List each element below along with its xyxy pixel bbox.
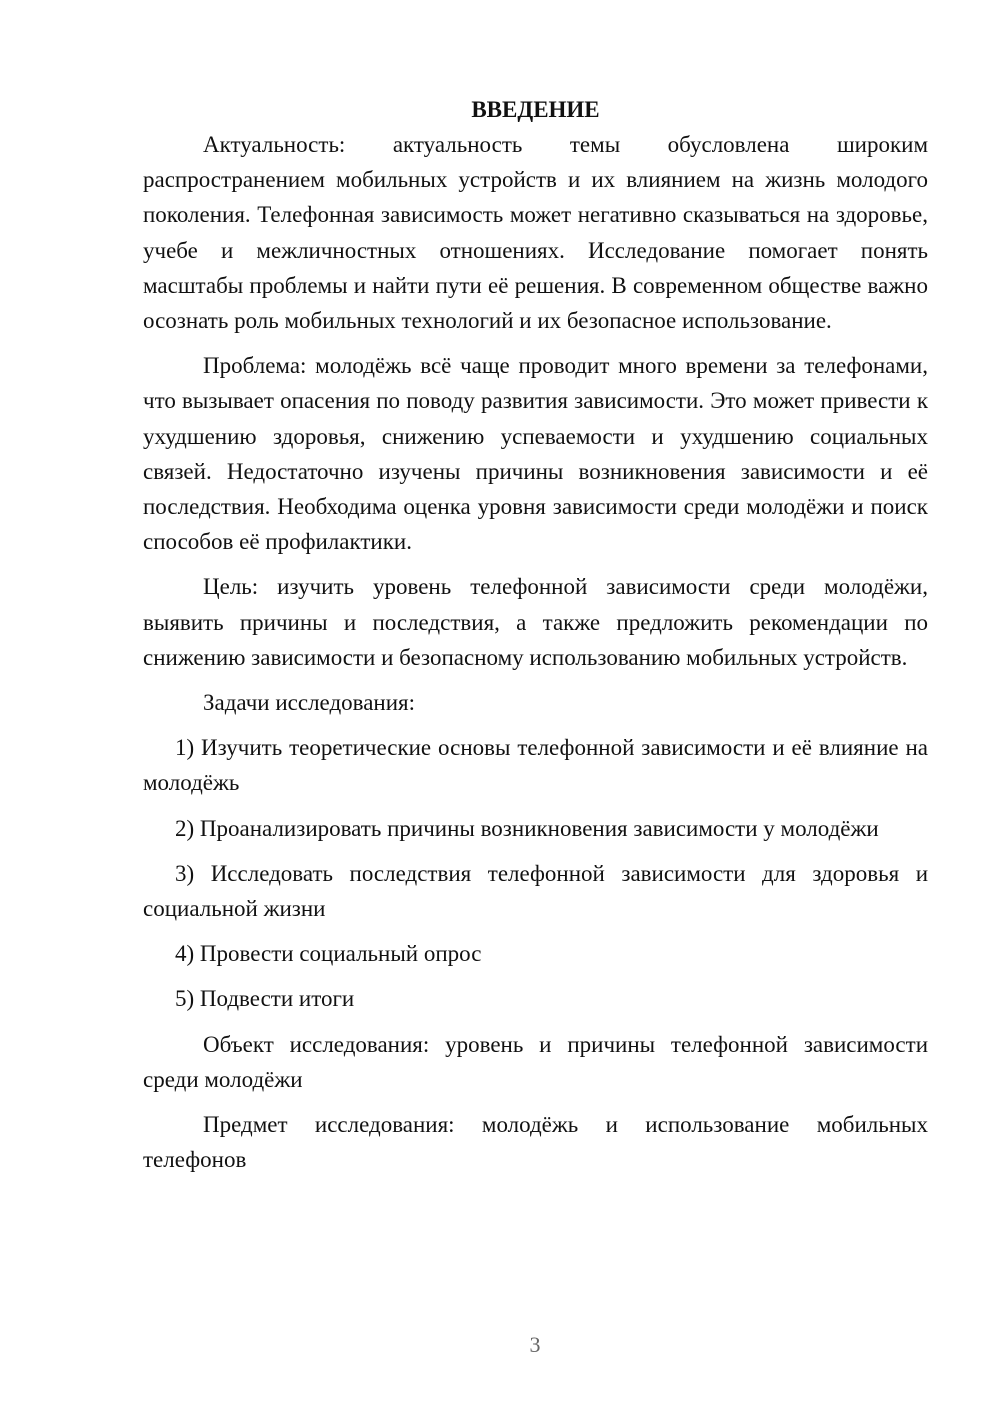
task-item: 2) Проанализировать причины возникновения зависимости у молодёжи bbox=[175, 815, 879, 841]
problem-paragraph: Проблема: молодёжь всё чаще проводит много времени за телефонами, что вызывает опасения по поводу развития зависимости. Это может привести к ухудшению здоровья, снижению успеваемости и ухудшению социальных связей. Недостаточно изучены причины возникновения зависимости и её последствия. Необходима оценка уровня зависимости среди молодёжи и поиск способов её профилактики. bbox=[143, 353, 928, 555]
tasks-heading: Задачи исследования: bbox=[203, 690, 416, 716]
task-item: 1) Изучить теоретические основы телефонной зависимости и её влияние на молодёжь bbox=[143, 735, 928, 796]
task-item: 3) Исследовать последствия телефонной зависимости для здоровья и социальной жизни bbox=[143, 860, 928, 922]
tasks-list bbox=[143, 730, 928, 1016]
subject-paragraph: Предмет исследования: молодёжь и использование мобильных телефонов bbox=[143, 1112, 928, 1173]
page-number: 3 bbox=[529, 1332, 541, 1357]
section-title: ВВЕДЕНИЕ bbox=[471, 97, 600, 122]
page-body bbox=[143, 92, 928, 1187]
goal-paragraph: Цель: изучить уровень телефонной зависимости среди молодёжи, выявить причины и последствия, а также предложить рекомендации по снижению зависимости и безопасному использованию мобильных устройств. bbox=[143, 574, 928, 670]
relevance-paragraph: Актуальность: актуальность темы обусловлена широким распространением мобильных устройств и их влиянием на жизнь молодого поколения. Телефонная зависимость может негативно сказываться на здоровье, учебе и межличностных отношениях. Исследование помогает понять масштабы проблемы и найти пути её решения. В современном обществе важно осознать роль мобильных технологий и их безопасное использование. bbox=[143, 132, 928, 334]
task-item: 5) Подвести итоги bbox=[175, 986, 355, 1012]
object-paragraph: Объект исследования: уровень и причины телефонной зависимости среди молодёжи bbox=[143, 1031, 928, 1092]
task-item: 4) Провести социальный опрос bbox=[175, 941, 482, 967]
